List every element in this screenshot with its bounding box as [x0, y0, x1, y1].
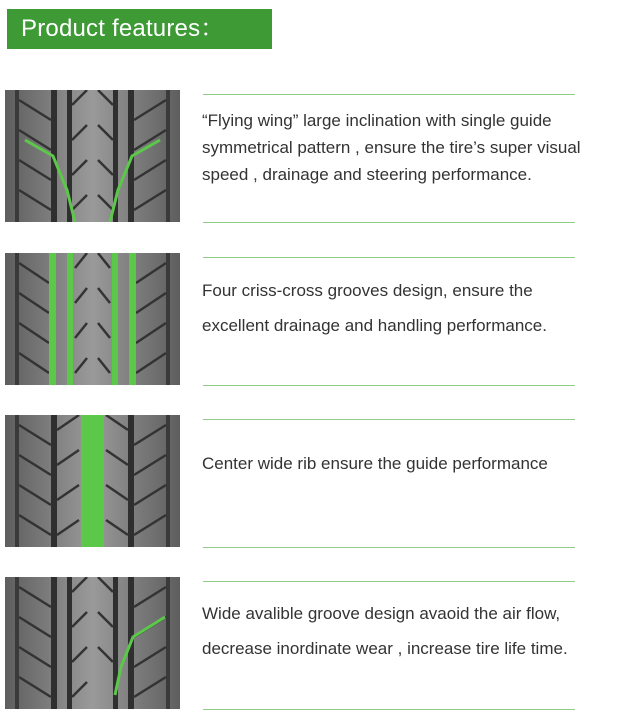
tread-pattern-image: [5, 253, 180, 385]
section-title: Product features：: [7, 9, 272, 49]
divider-bottom: [203, 709, 575, 710]
feature-description: Wide avalible groove design avaoid the air flow, decrease inordinate wear , increase tire life time.: [202, 604, 568, 658]
divider-top: [203, 94, 575, 95]
divider-top: [203, 419, 575, 420]
tread-pattern-image: [5, 577, 180, 709]
tread-pattern-image: [5, 90, 180, 222]
divider-bottom: [203, 385, 575, 386]
divider-bottom: [203, 222, 575, 223]
highlight-center-rib: [81, 415, 104, 547]
feature-description: “Flying wing” large inclination with single guide symmetrical pattern , ensure the tire’s super visual speed , drainage and steering performance.: [202, 111, 581, 184]
divider-top: [203, 257, 575, 258]
tread-pattern-image: [5, 415, 180, 547]
feature-description: Four criss-cross grooves design, ensure the excellent drainage and handling performance.: [202, 281, 547, 335]
divider-top: [203, 581, 575, 582]
feature-description: Center wide rib ensure the guide performance: [202, 454, 548, 473]
divider-bottom: [203, 547, 575, 548]
